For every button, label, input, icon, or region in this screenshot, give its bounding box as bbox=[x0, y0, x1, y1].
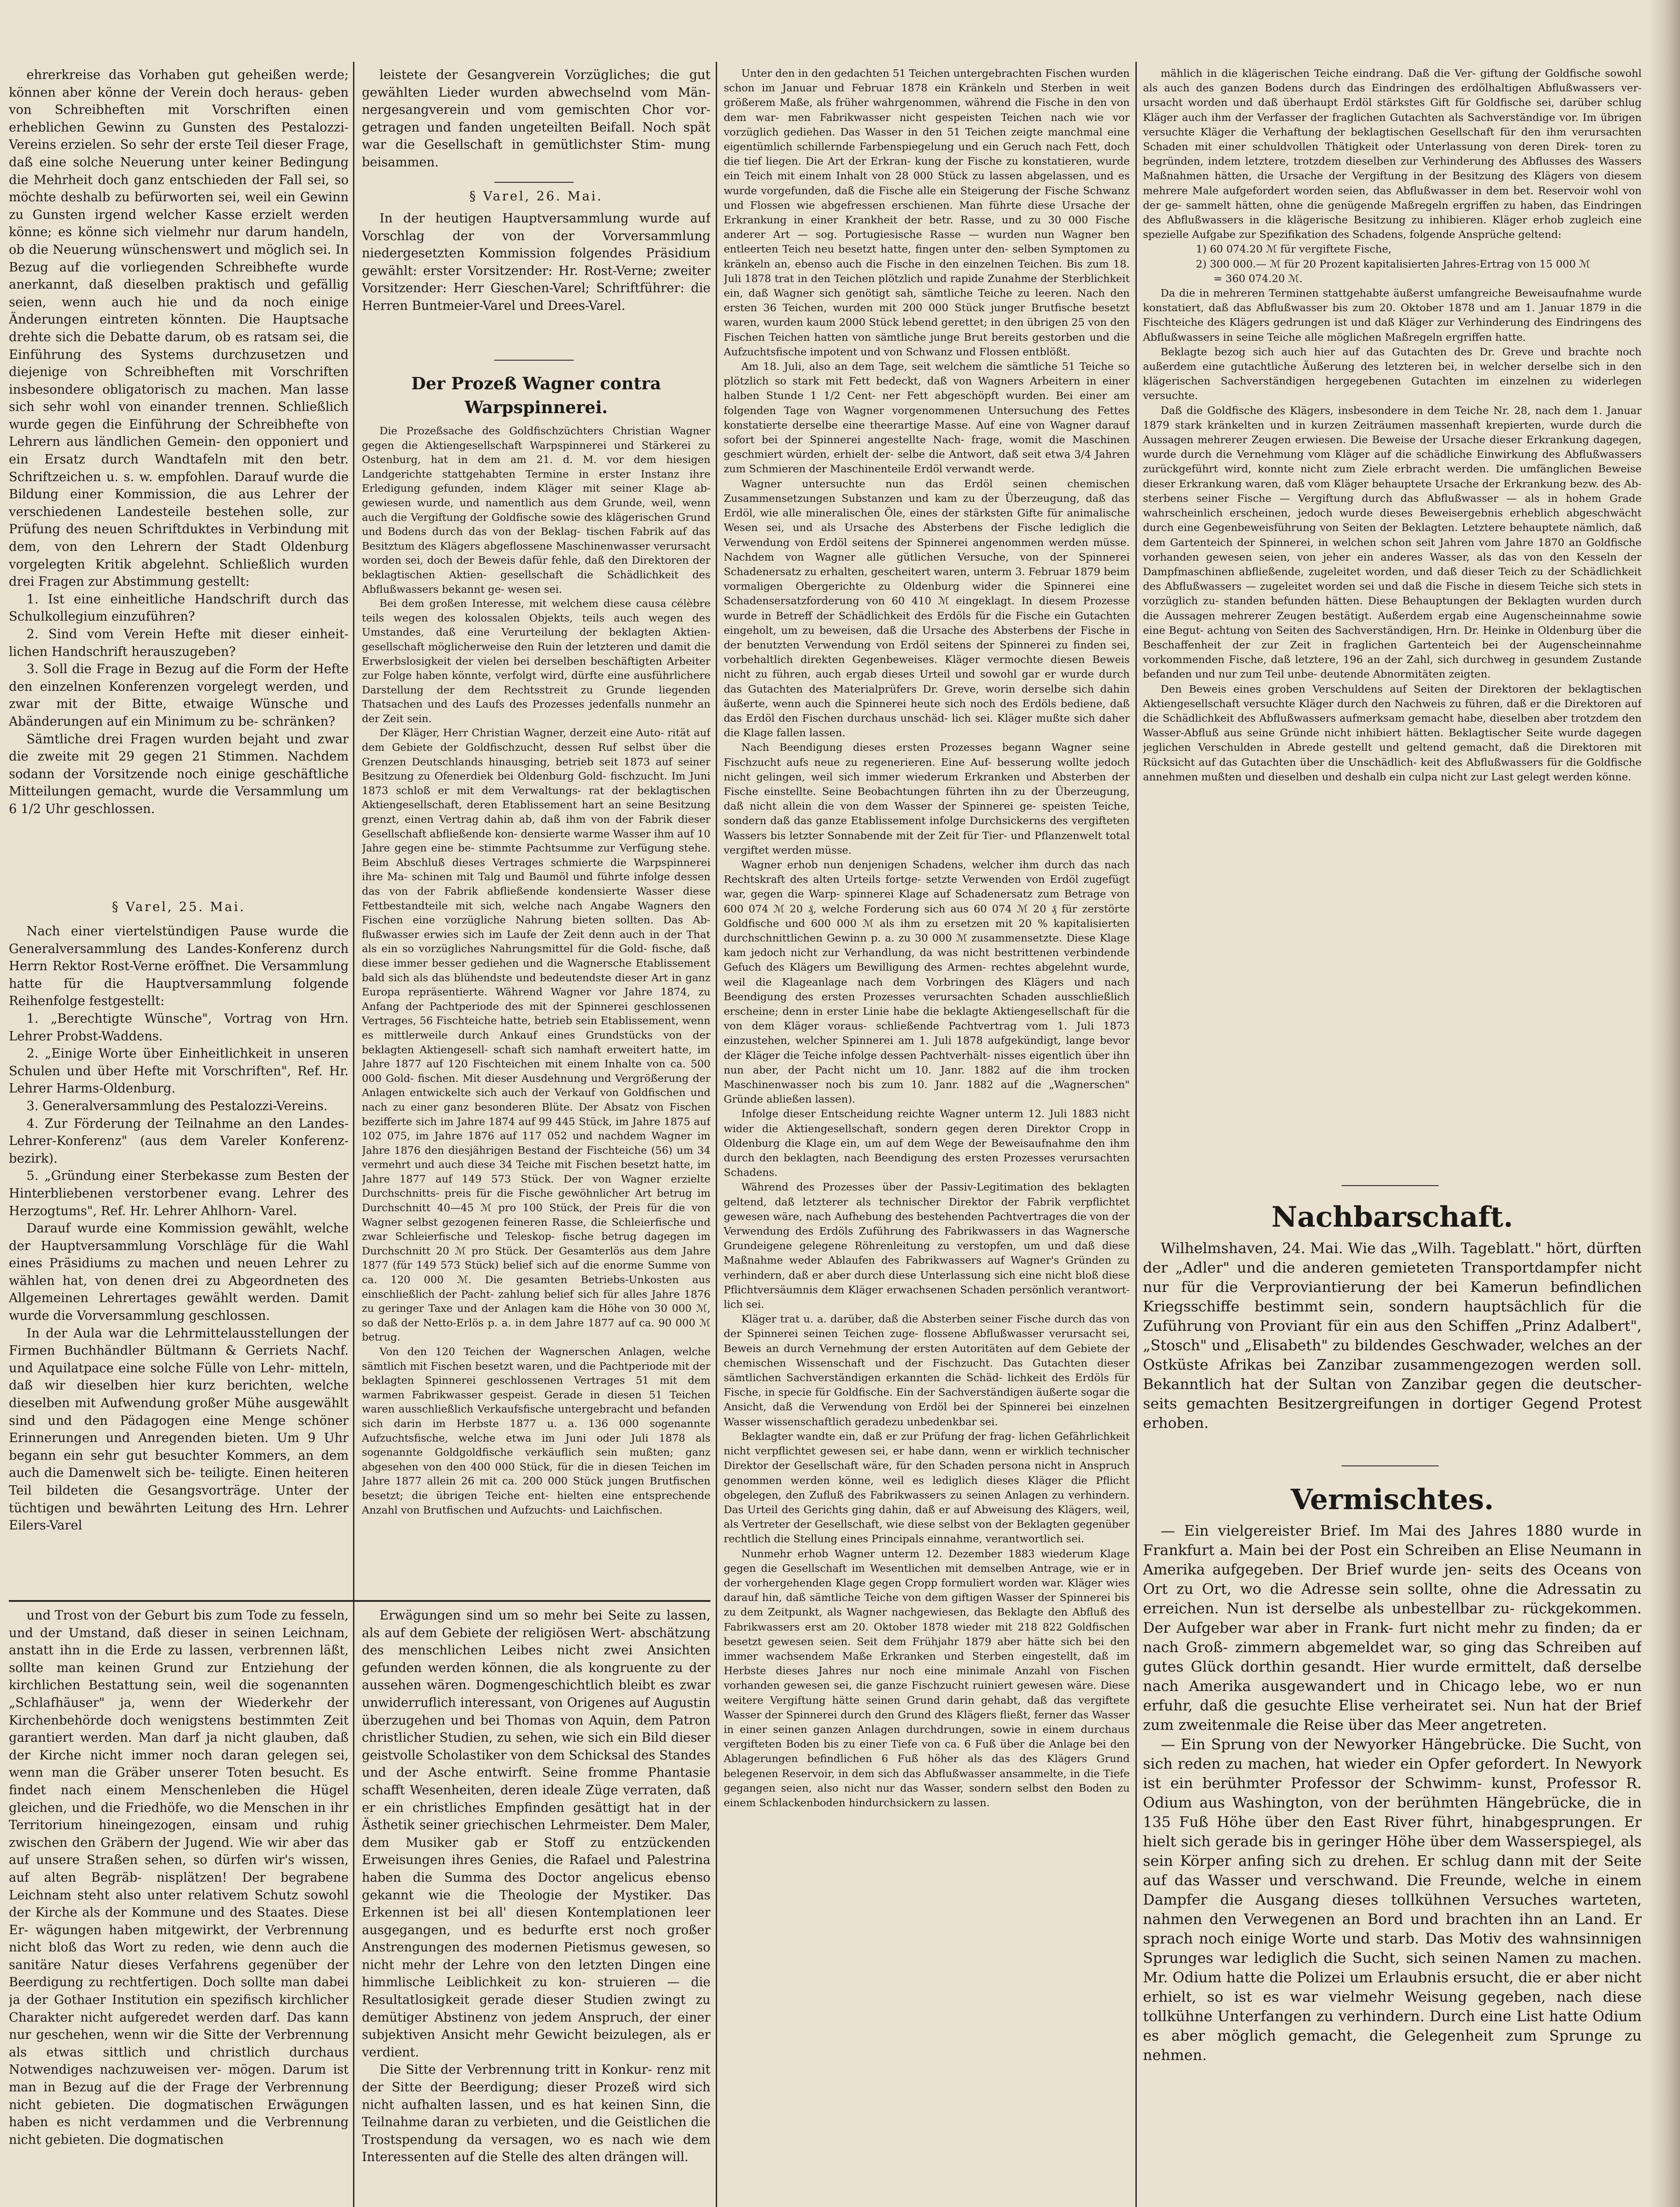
col4-para-2: Da die in mehreren Terminen stattgehabte äußerst umfangreiche Beweisaufnahme wurde konstatiert, daß das Abflußwasser bis zum 20. Oktober 1878 und am 1. Januar 1879 in die Fischteiche des Klägers gedrungen ist und daß Kläger zur Verhinderung des Eindringens des Abflußwassers in seine Teiche alle möglichen Maßregeln ergriffen hatte. bbox=[1143, 287, 1642, 343]
short-rule-dateline bbox=[494, 182, 574, 183]
col4-claim-2: 2) 300 000.— ℳ für 20 Prozent kapitalisierten Jahres-Ertrag von 15 000 ℳ bbox=[1196, 257, 1590, 270]
col1-para-2: Sämtliche drei Fragen wurden bejaht und zwar die zweite mit 29 gegen 21 Stimmen. Nachdem sodann der Vorsitzende noch einige geschäftliche Mitteilungen gemacht, wurde die Versammlung um 6 1/2 Uhr geschlossen. bbox=[9, 731, 349, 816]
col3-para-3: Wagner untersuchte nun das Erdöl seinen chemischen Zusammensetzungen Substanzen und kam zu der Überzeugung, daß das Erdöl, wie alle mineralischen Öle, eines der stärksten Gifte für animalische Wesen sei, und als Ursache des Absterbens der Fische lediglich die Verwendung von Erdöl seitens der Spinnerei angenommen werden müsse. Nachdem von Wagner alle gütlichen Versuche, von der Spinnerei Schadenersatz zu erhalten, gescheitert waren, unterm 3. Februar 1879 beim vormaligen Obergerichte zu Oldenburg wider die Spinnerei eine Schadensersatzforderung von 60 410 ℳ eingeklagt. In diesem Prozesse wurde in Betreff der Schädlichkeit des Erdöls für die Fische ein Gutachten eingeholt, um zu beweisen, daß die Ursache des Absterbens der Fische in der benutzten Verwendung von Erdöl seitens der Spinnerei zu finden sei, vorbehaltlich direkten Gegenbeweises. Kläger vermochte diesen Beweis nicht zu führen, auch ergab dieses Urteil und sowohl gar er wurde durch das Gutachten des Materialprüfers Dr. Greve, worin derselbe sich dahin äußerte, wenn auch die Spinnerei heute sich noch des Erdöls bediene, daß das Erdöl den Fischen durchaus unschäd- lich sei. Kläger mußte sich daher die Klage fallen lassen. bbox=[724, 477, 1130, 739]
article-heading-prozess: Der Prozeß Wagner contra Warpspinnerei. bbox=[411, 373, 661, 417]
column-2-lower bbox=[362, 1607, 710, 2207]
col3-para-4: Nach Beendigung dieses ersten Prozesses begann Wagner seine Fischzucht aufs neue zu regenerieren. Eine Auf- besserung wollte jedoch nicht gelingen, weil sich immer wiederum Erkranken und Absterben der Fische einstellte. Seine Beobachtungen führten ihn zu der Überzeugung, daß nicht allein die von dem Wasser der Spinnerei ge- speisten Teiche, sondern daß das ganze Etablissement infolge Durchsickerns des vergifteten Wassers bis letzter Sonnabende mit der Zeit für Tier- und Pflanzenwelt total vergiftet werden müsse. bbox=[724, 741, 1130, 856]
column-divider-1 bbox=[353, 62, 354, 2207]
column-2-upper-2 bbox=[362, 210, 710, 355]
column-4-nachbarschaft bbox=[1143, 1192, 1642, 1457]
col4-para-1: mählich in die klägerischen Teiche eindrang. Daß die Ver- giftung der Goldfische sowohl als auch des ganzen Bodens durch das Eindringen des erdölhaltigen Abflußwassers ver- ursacht worden und daß überhaupt Erdöl stärkstes Gift für Goldfische sei, darüber schlug Kläger auch ihm der Verfasser der fraglichen Gutachten als Sachverständige vor. Im übrigen versuchte Kläger die Verhaftung der beklagtischen Gesellschaft für den ihm verursachten Schaden mit einer schuldvollen Thätigkeit oder Unterlassung von deren Direk- toren zu begründen, indem letztere, trotzdem dieselben zur Verhinderung des Abflusses des Wassers Maßnahmen hätten, die Ursache der Vergiftung in der Besitzung des Klägers von diesem mehrere Male aufgefordert worden seien, das Abflußwasser in dem bet. Reservoir wohl von der ge- sammelt hätten, ohne die genügende Maßregeln ergriffen zu haben, das Eindringen des Abflußwassers in die klägerische Besitzung zu inhibieren. Kläger erhob zugleich eine spezielle Aufgabe zur Spezifikation des Schadens, folgende Ansprüche geltend: bbox=[1143, 67, 1642, 241]
col3-para-7: Während des Prozesses über der Passiv-Legitimation des beklagten geltend, daß letzterer als technischer Direktor der Fabrik verpflichtet gewesen wäre, nach Aufhebung des bestehenden Pachtvertrages die von der Verwendung des Erdöls Zuführung des Fabrikwassers in das Wagnersche Grundeigene gelegene Röhrenleitung zu verstopfen, um und daß diese Maßnahme weder Ablaufen des Fabrikwassers auf Wagner's Gründen zu verhindern, daß er aber durch diese Unterlassung sich eine nicht bloß diese Pflichtversäumnis dem Kläger erwachsenen Schaden persönlich verantwort- lich sei. bbox=[724, 1181, 1130, 1311]
section-heading-vermischtes: Vermischtes. bbox=[1290, 1483, 1494, 1516]
column-2-upper bbox=[362, 66, 710, 177]
col1-mid-para-2: Darauf wurde eine Kommission gewählt, welche der Hauptversammlung Vorschläge für die Wahl eines Präsidiums zu machen und neuen Lehrer zu wählen hat, von denen drei zu Abgeordneten des Allgemeinen Lehrertages gewählt werden. Damit wurde die Vorversammlung geschlossen. bbox=[9, 1221, 349, 1323]
col1-question-1: 1. Ist eine einheitliche Handschrift durch das Schulkollegium einzuführen? bbox=[9, 591, 349, 624]
short-rule-heading bbox=[494, 360, 574, 361]
column-divider-2 bbox=[716, 62, 717, 2207]
short-rule-col4 bbox=[1342, 1185, 1439, 1186]
col2-para-2: In der heutigen Hauptversammlung wurde auf Vorschlag der von der Vorversammlung niedergesetzten Kommission folgendes Präsidium gewählt: erster Vorsitzender: Hr. Rost-Verne; zweiter Vorsitzender: Herr Gieschen-Varel; Schriftführer: die Herren Buntmeier-Varel und Drees-Varel. bbox=[362, 211, 710, 313]
col4-claim-1: 1) 60 074.20 ℳ für vergiftete Fische, bbox=[1196, 243, 1392, 256]
horizontal-divider-left bbox=[9, 1600, 710, 1602]
col3-para-2: Am 18. Juli, also an dem Tage, seit welchem die sämtliche 51 Teiche so plötzlich so stark mit Fett bedeckt, daß von Wagners Arbeitern in einer halben Stunde 1 1/2 Cent- ner Fett abgeschöpft wurden. Bei einer am folgenden Tage von Wagner vorgenommenen Untersuchung des Fettes konstatierte derselbe eine theerartige Masse. Auf eine von Wagner darauf sofort bei der Spinnerei angestellte Nach- frage, womit die Maschinen geschmiert würden, erhielt der- selbe die Antwort, daß seit etwa 3/4 Jahren zum Schmieren der Maschinenteile Erdöl verwandt werde. bbox=[724, 360, 1130, 475]
col2-lower-para-2: Die Sitte der Verbrennung tritt in Konkur- renz mit der Sitte der Beerdigung; dieser Prozeß wird sich nicht aufhalten lassen, und es hat keinen Sinn, die Teilnahme daran zu verbieten, und die Geistlichen die Trostspendung da versagen, wo es nach wie dem Interessenten auf die Stelle des alten drängen will. bbox=[362, 2062, 710, 2165]
col4-para-5: Den Beweis eines groben Verschuldens auf Seiten der Direktoren der beklagtischen Aktiengesellschaft versuchte Kläger durch den Nachweis zu führen, daß er die Direktoren auf die Schädlichkeit des Abflußwassers aufmerksam gemacht habe, dieselben aber trotzdem den Wasser-Abfluß aus seine Gründe nicht inhibiert hätten. Beklagtischer Seite wurde dagegen jeglichen Verschulden in Abrede gestellt und geltend gemacht, daß die Direktoren mit Rücksicht auf das Gutachten über die Unschädlich- keit des Abflußwassers für die Goldfische annehmen mußten und dieselben und deshalb ein culpa nicht zur Last gelegt werden könne. bbox=[1143, 682, 1642, 783]
col3-para-8: Kläger trat u. a. darüber, daß die Absterben seiner Fische durch das von der Spinnerei seinen Teichen zuge- flossene Abflußwasser verursacht sei, Beweis an durch Vernehmung der ersten Autoritäten auf dem Gebiete der chemischen Wissenschaft und der Fischzucht. Das Gutachten dieser sämtlichen Sachverständigen erkannten die Schäd- lichkeit des Erdöls für Fische, in specie für Goldfische. Ein der Sachverständigen äußerte sogar die Ansicht, daß die Verwendung von Erdöl bei der Spinnerei bei einzelnen Wasser wissenschaftlich geradezu unbedenkbar sei. bbox=[724, 1313, 1130, 1428]
column-1-dateline bbox=[9, 898, 349, 920]
column-2-dateline bbox=[362, 188, 710, 210]
col4-para-3: Beklagte bezog sich auch hier auf das Gutachten des Dr. Greve und brachte noch außerdem eine gutachtliche Äußerung des letzteren bei, in welcher derselbe sich in den klägerischen Sachverständigen hergegebenen Gutachten im einzelnen zu widerlegen versuchte. bbox=[1143, 345, 1642, 402]
prozess-para-2: Bei dem großen Interesse, mit welchem diese causa célèbre teils wegen des kolossalen Objekts, teils auch wegen des Umstandes, daß eine Verurteilung der beklagten Aktien- gesellschaft möglicherweise den Ruin der letzteren und damit die Erwerbslosigkeit der vielen bei derselben beschäftigten Arbeiter zur Folge haben könnte, verfolgt wird, dürfte eine ausführlichere Darstellung der dem Rechtsstreit zu Grunde liegenden Thatsachen und des Laufs des Prozesses jedenfalls nunmehr an der Zeit sein. bbox=[362, 597, 710, 725]
col3-para-6: Infolge dieser Entscheidung reichte Wagner unterm 12. Juli 1883 nicht wider die Aktiengesellschaft, sondern gegen deren Direktor Cropp in Oldenburg die Klage ein, um auf dem Wege der Beweisaufnahme den ihm durch den beklagten, nach Beendigung des ersten Prozesses verursachten Schadens. bbox=[724, 1107, 1130, 1179]
prozess-para-3: Der Kläger, Herr Christian Wagner, derzeit eine Auto- rität auf dem Gebiete der Goldfischzucht, dessen Ruf selbst über die Grenzen Deutschlands hinausging, betrieb seit 1873 auf seiner Besitzung zu Ofenerdiek bei Oldenburg Gold- fischzucht. Im Juni 1873 schloß er mit dem Verwaltungs- rat der beklagtischen Aktiengesellschaft, deren Etablissement hart an seine Besitzung grenzt, einen Vertrag dahin ab, daß ihm von der Fabrik dieser Gesellschaft abfließende kon- densierte warme Wasser ihm auf 10 Jahre gegen eine be- stimmte Pachtsumme zur Verfügung stehe. Beim Abschluß dieses Vertrages schmierte die Warpspinnerei ihre Ma- schinen mit Talg und Baumöl und führte infolge dessen das von der Fabrik abfließende kondensierte Wasser diese Fettbestandteile mit sich, welche nach Angabe Wagners den Fischen eine vorzügliche Nahrung bieten sollten. Das Ab- flußwasser erwies sich im Laufe der Zeit denn auch in der That als ein so vorzügliches Nahrungsmittel für die Gold- fische, daß diese immer besser gediehen und die Wagnersche Etablissement bald sich als das blühendste und bedeutendste dieser Art in ganz Europa repräsentierte. Während Wagner vor Jahre 1874, zu Anfang der Pachtperiode des mit der Spinnerei geschlossenen Vertrages, 56 Fischteiche hatte, betrieb sein Etablissement, wenn es mittlerweile durch Ankauf eines Grundstücks von der beklagten Aktiengesell- schaft sich namhaft erweitert hatte, im Jahre 1877 auf 120 Fischteichen mit einem Inhalte von ca. 500 000 Gold- fischen. Mit dieser Ausdehnung und Vergrößerung der Anlagen entwickelte sich auch der Verkauf von Goldfischen und nach zu einer ganz besonderen Blüte. Der Absatz von Fischen bezifferte sich im Jahre 1874 auf 99 445 Stück, im Jahre 1875 auf 102 075, im Jahre 1876 auf 117 052 und nachdem Wagner im Jahre 1876 den diesjährigen Bestand der Fischteiche (56) um 34 vermehrt und auch diese 34 Teiche mit Fischen besetzt hatte, im Jahre 1877 auf 149 573 Stück. Der von Wagner erzielte Durchschnitts- preis für die Fische gewöhnlicher Art betrug im Durchschnitt 40—45 ℳ pro 100 Stück, der Preis für die von Wagner selbst gezogenen feineren Rasse, die Schleierfische und zwar Schleierfische und Teleskop- fische betrug dagegen im Durchschnitt 20 ℳ pro Stück. Der Gesamterlös aus dem Jahre 1877 (für 149 573 Stück) belief sich auf die enorme Summe von ca. 120 000 ℳ. Die gesamten Betriebs-Unkosten aus einschließlich der Pacht- zahlung belief sich für alles Jahre 1876 zu geringer Taxe und der Anlagen kam die Höhe von 30 000 ℳ, so daß der Netto-Erlös p. a. in dem Jahre 1877 auf ca. 90 000 ℳ betrug. bbox=[362, 727, 710, 1344]
vermischtes-para-1: — Ein vielgereister Brief. Im Mai des Jahres 1880 wurde in Frankfurt a. Main bei der Post ein Schreiben an Elise Neumann in Amerika aufgegeben. Der Brief wurde jen- seits des Oceans von Ort zu Ort, wo die Adresse sein sollte, ohne die Adressatin zu erreichen. Nun ist derselbe als unbestellbar zu- rückgekommen. Der Aufgeber war aber in Frank- furt nicht mehr zu finden; da er nach Groß- zimmern abgemeldet war, so ging das Schreiben auf gutes Glück dorthin gesandt. Hier wurde ermittelt, daß derselbe nach Amerika ausgewandert und in Chicago lebe, wo er nun erfuhr, daß die gesuchte Elise verheiratet sei. Nun hat der Brief zum zweitenmale die Reise über das Meer angetreten. bbox=[1143, 1522, 1642, 1733]
col1-mid-para-3: In der Aula war die Lehrmittelausstellungen der Firmen Buchhändler Bültmann & Gerriets Nachf. und Aquilatpace eine solche Fülle von Lehr- mitteln, daß wir dieselben hier kurz berichten, welche dieselben mit Aufwendung großer Mühe ausgewählt sind und den Pädagogen eine Menge schöner Erinnerungen und Anregenden bieten. Um 9 Uhr begann ein sehr gut besuchter Kommers, an dem auch die Damenwelt sich be- teiligte. Einen heiteren Teil bildeten die Gesangsvorträge. Unter der tüchtigen und bewährten Leitung des Hrn. Lehrer Eilers-Varel bbox=[9, 1326, 349, 1533]
column-1-upper bbox=[9, 66, 349, 892]
vermischtes-para-2: — Ein Sprung von der Newyorker Hängebrücke. Die Sucht, von sich reden zu machen, hat wieder ein Opfer gefordert. In Newyork ist ein berühmter Professor der Schwimm- kunst, Professor R. Odium aus Washington, von der berühmten Hängebrücke, die in 135 Fuß Höhe über den East River führt, hinabgesprungen. Er hielt sich gerade bis in geringer Höhe über dem Wasserspiegel, als sein Körper anfing sich zu drehen. Er schlug dann mit der Seite auf das Wasser und verschwand. Die Freunde, welche in einem Dampfer die Ausgang dieses tollkühnen Versuches warteten, nahmen den Verwegenen an Bord und brachten ihn an Land. Er sprach noch einige Worte und starb. Das Motiv des wahnsinnigen Sprunges war lediglich die Sucht, sich seinen Namen zu machen. Mr. Odium hatte die Polizei um Erlaubnis ersucht, die er aber nicht erhielt, so ist es war vielmehr Weisung gegeben, nach diese tollkühne Unterfangen zu verhindern. Durch eine List hatte Odium es aber möglich gemacht, die Gelegenheit zum Sprunge zu nehmen. bbox=[1143, 1736, 1642, 2064]
col3-para-9: Beklagter wandte ein, daß er zur Prüfung der frag- lichen Gefährlichkeit nicht verpflichtet gewesen sei, er habe dann, wenn er wirklich technischer Direktor der Gesellschaft wäre, für den Schaden persona nicht in Anspruch genommen werden könne, weil es lediglich dieses Kläger die Pflicht obgelegen, den Zufluß des Fabrikwassers zu seinen Anlagen zu verhindern. Das Urteil des Gerichts ging dahin, daß er auf Abweisung des Klägers, weil, als Vertreter der Gesellschaft, wie diese selbst von der Beklagten gegenüber rechtlich die Stellung eines Principals einnahme, verantwortlich sei. bbox=[724, 1430, 1130, 1545]
col1-mid-para-1: Nach einer viertelstündigen Pause wurde die Generalversammlung des Landes-Konferenz durch Herrn Rektor Rost-Verne eröffnet. Die Versammlung hatte für die Hauptversammlung folgende Reihenfolge festgestellt: bbox=[9, 924, 349, 1009]
column-3 bbox=[724, 66, 1130, 2207]
col2-para-1: leistete der Gesangverein Vorzügliches; die gut gewählten Lieder wurden abwechselnd vom Män- nergesangverein und vom gemischten Chor vor- getragen und fanden ungeteilten Beifall. Noch spät war die Gesellschaft in gemütlichster Stim- mung beisammen. bbox=[362, 68, 710, 169]
nachbarschaft-para: Wilhelmshaven, 24. Mai. Wie das „Wilh. Tageblatt." hört, dürften der „Adler" und die anderen gemieteten Transportdampfer nicht nur für die Verproviantierung der bei Kamerun befindlichen Kriegsschiffe bestimmt sein, sondern hauptsächlich für die Zuführung von Proviant für ein aus den Schiffen „Prinz Adalbert", „Stosch" und „Elisabeth" zu bildendes Geschwader, welches an der Ostküste Afrikas bei Zanzibar zusammengezogen werden soll. Bekanntlich hat der Sultan von Zanzibar gegen die deutscher- seits gemachten Besitzergreifungen in dortiger Gegend Protest erhoben. bbox=[1143, 1239, 1642, 1431]
column-1-lower bbox=[9, 1607, 349, 2207]
col1-mid-item-4: 4. Zur Förderung der Teilnahme an den Landes- Lehrer-Konferenz" (aus dem Vareler Konferenz- bezirk). bbox=[9, 1116, 349, 1166]
col1-lower-para: und Trost von der Geburt bis zum Tode zu fesseln, und der Umstand, daß dieser in seinen Leichnam, anstatt ihn in die Erde zu lassen, verbrennen läßt, sollte man keinen Grund zur Entziehung der kirchlichen Bestattung sein, weil die sogenannten „Schlafhäuser" ja, wenn der Wiederkehr der Kirchenbehörde doch wenigstens bestimmten Zeit garantiert werden. Man darf ja nicht glauben, daß der Kirche nicht immer noch daran gelegen sei, wenn man die Gräber unserer Toten besucht. Es findet nach einem Menschenleben die Hügel gleichen, und die Friedhöfe, wo die Menschen in ihr Territorium hineingezogen, einsam und ruhig zwischen den Gräbern der Jugend. Wie wir aber das auf unsere Straßen sehen, so dürfen wir's wissen, auf alten Begräb- nisplätzen! Der begrabene Leichnam steht also unter relativem Schutz sowohl der Kirche als der Kommune und des Staates. Diese Er- wägungen haben mitgewirkt, der Verbrennung nicht bloß das Wort zu reden, wie denn auch die sanitäre Natur dieses Verfahrens gegenüber der Beerdigung zu rechtfertigen. Doch sollte man dabei ja der Gothaer Institution ein spezifisch kirchlicher Charakter nicht aufgeredet werden darf. Das kann nur geschehen, wenn wir die Sitte der Verbrennung als etwas sittlich und christlich durchaus Notwendiges nachzuweisen ver- mögen. Darum ist man in Bezug auf die der Frage der Verbrennung nicht gebieten. Die dogmatischen Erwägungen haben es nicht verdammen und die Verbrennung nicht gebieten. Die dogmatischen bbox=[9, 1608, 349, 2147]
section-heading-nachbarschaft: Nachbarschaft. bbox=[1271, 1201, 1513, 1234]
col1-para-1: ehrerkreise das Vorhaben gut geheißen werde; können aber könne der Verein doch heraus- geben von Schreibheften mit Vorschriften einen erheblichen Gewinn zu Gunsten des Pestalozzi- Vereins erzielen. So sehr der erste Teil dieser Frage, daß eine solche Neuerung unter keiner Bedingung die Mehrheit doch ganz entschieden der Fall sei, so möchte deshalb zu befürworten sei, weil ein Gewinn zu Gunsten irgend welcher Kasse erzielt werden könne; es könne sich vielmehr nur darum handeln, ob die Neuerung wünschenswert und möglich sei. In Bezug auf die vorliegenden Schreibhefte wurde anerkannt, daß dieselben praktisch und gefällig seien, wenn auch hie und da noch einige Änderungen eintreten könnten. Die Hauptsache drehte sich die Debatte darum, ob es ratsam sei, die Einführung des Systems durchzusetzen und diejenige von Schreibheften mit Vorschriften insbesondere obligatorisch zu machen. Man lasse sich sehr wohl von einander trennen. Schließlich wurde gegen die Einführung der Schreibhefte von Lehrern aus ländlichen Gemein- den opponiert und ein Ersatz durch Wandtafeln mit den betr. Schriftzeichen u. s. w. empfohlen. Darauf wurde die Bildung einer Kommission, die aus Lehrer der verschiedenen Landesteile bestehen solle, zur Prüfung des neuen Schriftduktes in Verbindung mit dem, von den Lehrern der Stadt Oldenburg vorgelegten Kritik abgelehnt. Schließlich wurden drei Fragen zur Abstimmung gestellt: bbox=[9, 68, 349, 589]
short-rule-col4-b bbox=[1342, 1465, 1439, 1466]
column-1-middle bbox=[9, 923, 349, 1598]
prozess-para-1: Die Prozeßsache des Goldfischzüchters Christian Wagner gegen die Aktiengesellschaft Warpspinnerei und Stärkerei zu Ostenburg, hat in dem am 21. d. M. vor dem hiesigen Landgerichte stattgehabten Termine in erster Instanz ihre Erledigung gefunden, indem Kläger mit seiner Klage ab- gewiesen wurde, und namentlich aus dem Grunde, weil, wenn auch die Vergiftung der Goldfische sowie des klägerischen Grund und Bodens durch das von der Beklag- tischen Fabrik auf das Besitztum des Klägers abgeflossene Maschinenwasser verursacht worden sei, doch der Beweis dafür fehle, daß den Direktoren der beklagtischen Aktien- gesellschaft die Schädlichkeit des Abflußwassers bekannt ge- wesen sei. bbox=[362, 425, 710, 595]
col1-question-3: 3. Soll die Frage in Bezug auf die Form der Hefte den einzelnen Konferenzen vorgelegt werden, und zwar mit der Bitte, etwaige Wünsche und Abänderungen auf ein Minimum zu be- schränken? bbox=[9, 662, 349, 729]
dateline-varel-26: § Varel, 26. Mai. bbox=[469, 189, 603, 203]
col4-claim-total: = 360 074.20 ℳ. bbox=[1214, 272, 1303, 285]
col3-para-5: Wagner erhob nun denjenigen Schadens, welcher ihm durch das nach Rechtskraft des alten Urteils fortge- setzte Verwenden von Erdöl zugefügt war, gegen die Warp- spinnerei Klage auf Schadenersatz zum Betrage von 600 074 ℳ 20 ₰, welche Forderung sich aus 60 074 ℳ 20 ₰ für zerstörte Goldfische und 600 000 ℳ als ihm zu ersetzen mit 20 % kapitalisierten durchschnittlichen Gewinn p. a. zu 30 000 ℳ zusammensetzte. Diese Klage kam jedoch nicht zur Verhandlung, da was nicht bestrittenen verbindende Gefuch des Klägers um Bewilligung des Armen- rechtes abgelehnt wurde, weil die Klageanlage nach dem Vorbringen des Klägers und nach Beendigung des ersten Prozesses verursachten Schaden ausschließlich erscheine; denn in erster Linie habe die beklagte Aktiengesellschaft für die von dem Kläger voraus- schließende Pachtvertrag vom 1. Juli 1873 einzustehen, welcher Spinnerei am 1. Juli 1878 aufgekündigt, lange bevor der Kläger die Teiche infolge dessen Pachtverhält- nisses eigentlich über ihn nun aber, der Pacht nicht um 10. Janr. 1882 auf die ihm trocken Maschinenwasser noch bis zum 10. Janr. 1882 auf die „Wagnerschen" Gründe abließen lassen). bbox=[724, 858, 1130, 1106]
column-2-article bbox=[362, 366, 710, 1585]
dateline-varel-25: § Varel, 25. Mai. bbox=[112, 900, 246, 914]
col2-lower-para-1: Erwägungen sind um so mehr bei Seite zu lassen, als auf dem Gebiete der religiösen Wert- abschätzung des menschlichen Leibes nicht zwei Ansichten gefunden werden können, die als kongruente zu der aussehen wären. Dogmengeschichtlich bleibt es zwar unwiderruflich interessant, von Origenes auf Augustin überzugehen und bei Thomas von Aquin, dem Patron christlicher Studien, zu sehen, wie sich ein Bild dieser geistvolle Scholastiker von dem Schicksal des Standes und der Asche entwirft. Seine fromme Phantasie schafft Wesenheiten, deren ideale Züge verraten, daß er ein christliches Empfinden gesättigt hat in der Ästhetik seiner griechischen Lehrmeister. Dem Maler, dem Musiker gab er Stoff zu entzückenden Erweisungen ihres Genies, die Rafael und Palestrina haben die Summa des Doctor angelicus ebenso gekannt wie die Theologie der Mystiker. Das Erkennen ist bei all' diesen Kontemplationen leer ausgegangen, und es bedurfte erst noch großer Anstrengungen des modernen Pietismus gewesen, so nicht mehr der Lehre von den letzten Dingen eine himmlische Leiblichkeit zu kon- struieren — die Resultatlosigkeit gerade dieser Studien zwingt zu demütiger Abstinenz von jedem Anspruch, der einer subjektiven Ansicht mehr Gewicht beizulegen, als er verdient. bbox=[362, 1608, 710, 2060]
col1-question-2: 2. Sind vom Verein Hefte mit dieser einheit- lichen Handschrift herauszugeben? bbox=[9, 627, 349, 659]
col4-para-4: Daß die Goldfische des Klägers, insbesondere in dem Teiche Nr. 28, nach dem 1. Januar 1879 stark kränkelten und in kurzen Zeiträumen massenhaft krepierten, wurde durch die Aussagen mehrerer Zeugen erwiesen. Die Beweise der Ursache dieser Erkrankung dagegen, wurde durch die Vernehmung vom Kläger auf die schädliche Einwirkung des Abflußwassers zurückgeführt wird, konnte nicht zum Ziele erbracht werden. Die umfänglichen Beweise dieser Erkrankung waren, daß vom Kläger behauptete Ursache der Erkrankung bezw. des Ab- sterbens seiner Fische — Vergiftung durch das Abflußwasser — als in hohem Grade wahrscheinlich erscheinen, jedoch wurde dieses Beweisergebnis erheblich abgeschwächt durch eine Gegenbeweisführung von Seiten der Beklagten. Letztere behauptete nämlich, daß dem Gartenteich der Spinnerei, in welchen schon seit Jahren vom Jahre 1870 an Goldfische vorhanden gewesen seien, von jeher ein anderes Wasser, als das von den Kesseln der Dampfmaschinen abfließende, zugeleitet worden, und daß dieser Teich zu der Schädlichkeit des Abflußwassers — zugeleitet worden sei und daß die Fische in diesem Teiche sich stets in vorzüglich zu- standen befunden hätten. Diese Behauptungen der Beklagten wurden durch die Aussagen mehrerer Zeugen bestätigt. Außerdem ergab eine Augenscheinnahme sowie eine Begut- achtung von Seiten des Sachverständigen, Hrn. Dr. Heinke in Oldenburg über die Beschaffenheit der zur Zeit in fraglichen Gartenteich bei der Augenscheinnahme vorkommenden Fische, daß letztere, 196 an der Zahl, sich durchweg in gesundem Zustande befanden und nur zum Teil unbe- deutende Abnormitäten zeigten. bbox=[1143, 404, 1642, 681]
col3-para-10: Nunmehr erhob Wagner unterm 12. Dezember 1883 wiederum Klage gegen die Gesellschaft im Wesentlichen mit demselben Antrage, wie er in der vorhergehenden Klage gegen Cropp formuliert worden war. Kläger wies darauf hin, daß sämtliche Teiche von dem giftigen Wasser der Spinnerei bis zu dem Zeitpunkt, als Wagner nachgewiesen, das Beklagte den Abfluß des Fabrikwassers erst am 20. Oktober 1878 wieder mit 218 822 Goldfischen besetzt gewesen seien. Seit dem Frühjahr 1879 aber hätte sich bei den immer wachsendem Maße Erkranken und Sterben eingestellt, daß im Herbste dieses Jahres nur noch eine minimale Anzahl von Fischen vorhanden gewesen sei, die ganze Fischzucht ruiniert gewesen wäre. Diese weitere Vergiftung hätte seinen Grund darin gehabt, daß das vergiftete Wasser der Spinnerei durch den Grund des Klägers fließt, ferner das Wasser in einer seinen ganzen Anlagen durchdrungen, sowie in einem durchaus vergifteten Boden bis zu einer Tiefe von ca. 6 Fuß über die Anlage bei den Ablagerungen befindlichen 6 Fuß höher als das des Klägers Grund belegenen Reservoir, in dem sich das Abflußwasser ansammelte, in die Tiefe gegangen seien, also nicht nur das Wasser, sondern selbst den Boden zu einem Schlackenboden hindurchsickern zu lassen. bbox=[724, 1547, 1130, 1809]
column-4-upper bbox=[1143, 66, 1642, 1183]
col3-para-1: Unter den in den gedachten 51 Teichen untergebrachten Fischen wurden schon im Januar und Februar 1878 ein Kränkeln und Sterben in weit größerem Maße, als früher wahrgenommen, während die Fische in den von dem war- men Fabrikwasser nicht gespeisten Teichen nach wie vor vorzüglich gediehen. Das Wasser in den 51 Teichen zeigte manchmal eine eigentümlich schillernde Farbenspiegelung und ein Geruch nach Fett, doch die tief liegen. Die Art der Erkran- kung der Fische zu konstatieren, wurde ein Teich mit einem Inhalt von 28 000 Stück zu lassen abgelassen, und es wurde vorgefunden, daß die Fische alle ein Steigerung der Fische Schwanz und Flossen wie abgefressen erschienen. Man führte diese Ursache der Erkrankung in einer Krankheit der betr. Rasse, und zu 30 000 Fische anderer Art — sog. Portugiesische Rasse — wurden nun Wagner ben entleerten Teich neu besetzt hatte, fingen unter den- selben Symptomen zu kränkeln an, ebenso auch die Fische in den einzelnen Teichen. Bis zum 18. Juli 1878 trat in den Teichen plötzlich und rapide Zunahme der Sterblichkeit ein, daß Wagner sich genötigt sah, sämtliche Teiche zu leeren. Nach den ersten 36 Teichen, wurden mit 200 000 Stück junger Brutfische besetzt waren, wurden kaum 2000 Stück lebend gerettet; in den übrigen 25 von den Fischen Teichen hatten von sämtliche junge Brut bereits gestorben und die Aufzuchtsfische impotent und von Schwanz und Flossen entblößt. bbox=[724, 67, 1130, 358]
col1-mid-item-2: 2. „Einige Worte über Einheitlichkeit in unseren Schulen und über Hefte mit Vorschriften", Ref. Hr. Lehrer Harms-Oldenburg. bbox=[9, 1046, 349, 1096]
col1-mid-item-5: 5. „Gründung einer Sterbekasse zum Besten der Hinterbliebenen verstorbener evang. Lehrer des Herzogtums", Ref. Hr. Lehrer Ahlhorn- Varel. bbox=[9, 1168, 349, 1218]
column-divider-3 bbox=[1135, 62, 1137, 2207]
column-4-vermischtes bbox=[1143, 1474, 1642, 2207]
prozess-para-4: Von den 120 Teichen der Wagnerschen Anlagen, welche sämtlich mit Fischen besetzt waren, und die Pachtperiode mit der beklagten Spinnerei geschlossenen Vertrages 51 mit dem warmen Fabrikwasser gespeist. Gerade in diesen 51 Teichen waren ausschließlich Verkaufsfische untergebracht und befanden sich darin im Herbste 1877 u. a. 136 000 sogenannte Aufzuchtsfische, welche etwa im Juni oder Juli 1878 als sogenannte Goldgoldfische verkäuflich sein mußten; ganz abgesehen von den 400 000 Stück, für die in diesen Teichen im Jahre 1877 allein 26 mit ca. 200 000 Stück jungen Brutfischen besetzt; die übrigen Teiche ent- hielten eine entsprechende Anzahl von Brutfischen und Aufzuchts- und Laichfischen. bbox=[362, 1345, 710, 1516]
col1-mid-item-1: 1. „Berechtigte Wünsche", Vortrag von Hrn. Lehrer Probst-Waddens. bbox=[9, 1011, 349, 1043]
col1-mid-item-3: 3. Generalversammlung des Pestalozzi-Vereins. bbox=[26, 1098, 328, 1113]
